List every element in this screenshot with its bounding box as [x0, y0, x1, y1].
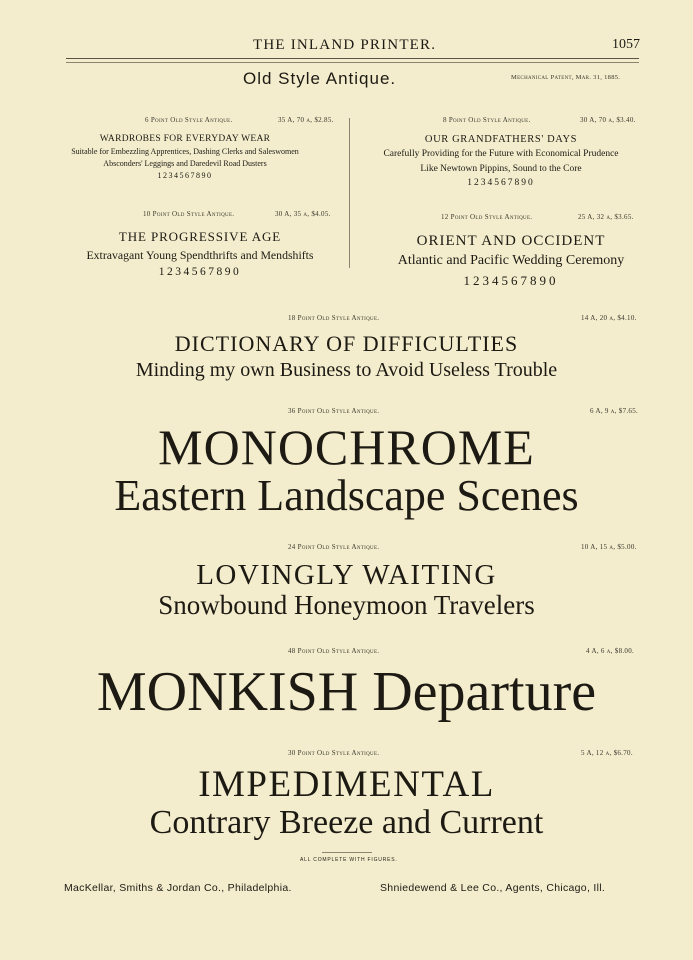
specimen-10pt-line1: THE PROGRESSIVE AGE: [118, 229, 282, 244]
specimen-10pt-label: 10 Point Old Style Antique.: [143, 210, 235, 218]
specimen-8pt-price: 30 A, 70 a, $3.40.: [580, 116, 636, 124]
specimen-30pt-price: 5 A, 12 a, $6.70.: [581, 749, 633, 757]
specimen-6pt-digits: 1234567890: [157, 171, 213, 180]
specimen-8pt-digits: 1234567890: [467, 178, 535, 188]
specimen-12pt-line1: ORIENT AND OCCIDENT: [416, 233, 606, 249]
specimen-18pt-label: 18 Point Old Style Antique.: [288, 314, 380, 322]
specimen-18pt-price: 14 A, 20 a, $4.10.: [581, 314, 637, 322]
figures-rule: [322, 852, 372, 853]
masthead-title: Old Style Antique.: [243, 69, 397, 88]
specimen-6pt-line1: WARDROBES FOR EVERYDAY WEAR: [99, 134, 271, 144]
patent-note: Mechanical Patent, Mar. 31, 1885.: [511, 74, 621, 81]
specimen-6pt-label: 6 Point Old Style Antique.: [145, 116, 233, 124]
specimen-24pt-price: 10 A, 15 a, $5.00.: [581, 543, 637, 551]
specimen-30pt-line2: Contrary Breeze and Current: [149, 804, 544, 841]
specimen-48pt-label: 48 Point Old Style Antique.: [288, 647, 380, 655]
specimen-30pt-label: 30 Point Old Style Antique.: [288, 749, 380, 757]
specimen-18pt-line2: Minding my own Business to Avoid Useless Trouble: [135, 359, 558, 381]
specimen-8pt-line2: Carefully Providing for the Future with Economical Prudence: [383, 149, 619, 159]
specimen-36pt-price: 6 A, 9 a, $7.65.: [590, 407, 639, 415]
head-rule-bottom: [66, 62, 639, 63]
specimen-10pt-line2: Extravagant Young Spendthrifts and Mendshifts: [86, 248, 314, 262]
specimen-24pt-label: 24 Point Old Style Antique.: [288, 543, 380, 551]
head-rule-top: [66, 58, 639, 59]
specimen-8pt-label: 8 Point Old Style Antique.: [443, 116, 531, 124]
specimen-12pt-price: 25 A, 32 a, $3.65.: [578, 213, 634, 221]
specimen-6pt-line2: Suitable for Embezzling Apprentices, Dashing Clerks and Saleswomen: [71, 147, 299, 156]
specimen-10pt-digits: 1234567890: [158, 266, 242, 278]
specimen-48pt-line1: MONKISH Departure: [96, 661, 597, 723]
specimen-10pt-price: 30 A, 35 a, $4.05.: [275, 210, 331, 218]
specimen-8pt-line1: OUR GRANDFATHERS' DAYS: [424, 134, 578, 145]
specimen-48pt-price: 4 A, 6 a, $8.00.: [586, 647, 635, 655]
footer-agents-right: Shniedewend & Lee Co., Agents, Chicago, Ill.: [380, 882, 606, 894]
specimen-36pt-label: 36 Point Old Style Antique.: [288, 407, 380, 415]
specimen-36pt-line1: MONOCHROME: [158, 419, 535, 475]
specimen-24pt-line2: Snowbound Honeymoon Travelers: [158, 590, 535, 620]
specimen-8pt-line3: Like Newtown Pippins, Sound to the Core: [420, 164, 582, 174]
specimen-18pt-line1: DICTIONARY OF DIFFICULTIES: [174, 331, 519, 356]
specimen-6pt-line3: Absconders' Leggings and Daredevil Road Dusters: [103, 159, 267, 168]
page-number: 1057: [612, 37, 640, 52]
specimen-30pt-line1: IMPEDIMENTAL: [198, 764, 495, 805]
footer-publisher-left: MacKellar, Smiths & Jordan Co., Philadelphia.: [64, 882, 292, 894]
specimen-12pt-digits: 1234567890: [463, 273, 559, 288]
running-head-title: THE INLAND PRINTER.: [253, 37, 437, 53]
specimen-12pt-line2: Atlantic and Pacific Wedding Ceremony: [397, 253, 625, 268]
specimen-24pt-line1: LOVINGLY WAITING: [196, 559, 497, 591]
specimen-6pt-price: 35 A, 70 a, $2.85.: [278, 116, 334, 124]
figures-note: ALL COMPLETE WITH FIGURES.: [300, 857, 398, 863]
specimen-36pt-line2: Eastern Landscape Scenes: [114, 471, 579, 520]
specimen-12pt-label: 12 Point Old Style Antique.: [441, 213, 533, 221]
